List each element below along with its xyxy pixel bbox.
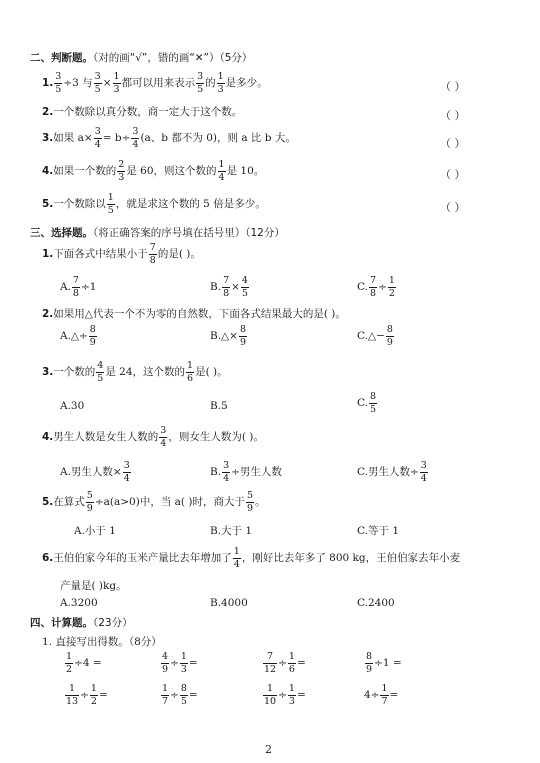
fraction-denominator: 9 xyxy=(386,336,393,348)
expression-text: 是 24，这个数的 xyxy=(105,366,186,378)
calc-item-6[interactable] xyxy=(160,684,198,706)
answer-blank-3[interactable]: （ ） xyxy=(440,137,466,150)
fraction-denominator: 9 xyxy=(366,663,373,675)
fraction xyxy=(94,127,102,149)
expression-text: ÷ xyxy=(170,689,179,701)
fraction xyxy=(72,276,80,298)
fraction-numerator: 7 xyxy=(370,275,377,286)
fraction xyxy=(246,491,254,513)
expression-text: 是多少。 xyxy=(225,77,268,89)
section-2-heading xyxy=(30,50,252,65)
fraction-denominator: 9 xyxy=(86,502,93,514)
section-2-title: 二、判断题。 xyxy=(30,52,93,64)
calc-item-1[interactable] xyxy=(64,652,102,674)
expression-text: × xyxy=(102,77,112,89)
fraction xyxy=(186,361,194,383)
fraction xyxy=(233,547,241,569)
fraction-denominator: 4 xyxy=(132,138,139,150)
judge-item-4: 4.如果一个数的 $\frac{2}{3}$ 是 60，则这个数的 $\frac{1}{4}$ 是 10。 xyxy=(42,159,265,183)
fraction-denominator: 2 xyxy=(66,663,73,675)
expression-text: ÷ xyxy=(170,657,179,669)
answer-blank-2[interactable]: （ ） xyxy=(440,109,466,122)
expression-text: C. xyxy=(357,281,368,293)
fraction-denominator: 5 xyxy=(97,372,104,384)
fraction-denominator: 8 xyxy=(72,287,79,299)
expression-text: A.△÷ xyxy=(60,330,88,342)
fraction-numerator: 3 xyxy=(197,71,204,82)
fraction-numerator: 3 xyxy=(123,460,130,471)
fraction-denominator: 8 xyxy=(149,254,156,266)
expression-text: 如果用△代表一个不为零的自然数，下面各式结果最大的是( )。 xyxy=(53,308,346,320)
fraction xyxy=(180,652,188,674)
choice-q5-option-b[interactable]: B.大于 1 xyxy=(210,525,253,537)
expression-text: ，刚好比去年多了 800 kg，王伯伯家去年小麦 xyxy=(241,552,461,564)
choice-q4-option-b[interactable] xyxy=(210,461,282,483)
fraction xyxy=(380,684,388,706)
choice-q3-stem: 3.一个数的 $\frac{4}{5}$ 是 24，这个数的 $\frac{1}{6}$ 是( )。 xyxy=(42,360,228,384)
fraction-denominator: 5 xyxy=(107,204,114,216)
fraction-numerator: 1 xyxy=(381,683,388,694)
fraction-numerator: 1 xyxy=(180,651,187,662)
fraction-denominator: 6 xyxy=(288,663,295,675)
fraction-denominator: 4 xyxy=(223,472,230,484)
fraction-denominator: 4 xyxy=(160,437,167,449)
expression-text: × xyxy=(231,281,240,293)
expression-text: 是 10。 xyxy=(226,165,265,177)
fraction xyxy=(149,243,157,265)
fraction-numerator: 3 xyxy=(132,126,139,137)
fraction-numerator: 8 xyxy=(239,324,246,335)
fraction xyxy=(388,276,396,298)
fraction xyxy=(420,461,428,483)
fraction xyxy=(96,361,104,383)
choice-q5-option-a[interactable]: A.小于 1 xyxy=(74,525,116,537)
fraction xyxy=(386,325,394,347)
fraction-denominator: 4 xyxy=(233,558,240,570)
fraction-numerator: 1 xyxy=(267,683,274,694)
calc-item-2[interactable] xyxy=(160,652,198,674)
expression-text: ÷4 = xyxy=(74,657,102,669)
expression-text: = b÷ xyxy=(102,132,131,144)
expression-text: ，则女生人数为( )。 xyxy=(168,431,264,443)
choice-q1-stem: 1.下面各式中结果小于 $\frac{7}{8}$ 的是( )。 xyxy=(42,242,201,266)
choice-q1-option-b[interactable] xyxy=(210,276,250,298)
fraction-numerator: 1 xyxy=(217,71,224,82)
choice-q2-stem: 2.如果用△代表一个不为零的自然数，下面各式结果最大的是( )。 xyxy=(42,308,346,320)
expression-text: B. xyxy=(210,281,222,293)
expression-text: B.5 xyxy=(210,400,228,412)
fraction-numerator: 1 xyxy=(233,546,240,557)
fraction-denominator: 9 xyxy=(89,336,96,348)
expression-text: (a、b 都不为 0)，则 a 比 b 大。 xyxy=(140,132,296,144)
fraction xyxy=(131,127,139,149)
fraction xyxy=(180,684,188,706)
expression-text: A.男生人数× xyxy=(60,466,122,478)
fraction-numerator: 8 xyxy=(89,324,96,335)
fraction-numerator: 3 xyxy=(420,460,427,471)
fraction-numerator: 4 xyxy=(241,275,248,286)
fraction xyxy=(241,276,249,298)
fraction xyxy=(263,684,277,706)
expression-text: ÷1 = xyxy=(374,657,402,669)
fraction xyxy=(159,426,167,448)
choice-q1-option-c[interactable] xyxy=(357,276,397,298)
fraction xyxy=(65,652,73,674)
judge-item-3: 3.如果 a× $\frac{3}{4}$ = b÷ $\frac{3}{4}$ (a、b 都不为 0)，则 a 比 b 大。 xyxy=(42,126,296,150)
fraction-numerator: 7 xyxy=(223,275,230,286)
fraction-numerator: 8 xyxy=(370,391,377,402)
fraction-denominator: 5 xyxy=(370,403,377,415)
expression-text: 的 xyxy=(205,77,216,89)
fraction xyxy=(365,652,373,674)
fraction-denominator: 5 xyxy=(55,83,62,95)
fraction-numerator: 3 xyxy=(55,71,62,82)
expression-text: = xyxy=(296,657,306,669)
section-3-heading xyxy=(30,225,285,240)
expression-text: = xyxy=(188,689,198,701)
fraction-denominator: 5 xyxy=(197,83,204,95)
expression-text: 男生人数是女生人数的 xyxy=(53,431,159,443)
fraction-numerator: 1 xyxy=(388,275,395,286)
section-3-title: 三、选择题。 xyxy=(30,227,93,239)
expression-text: ÷ xyxy=(80,689,89,701)
fraction-numerator: 1 xyxy=(113,71,120,82)
fraction-denominator: 2 xyxy=(90,695,97,707)
expression-text: C.△− xyxy=(357,330,385,342)
fraction-denominator: 6 xyxy=(187,372,194,384)
answer-blank-5[interactable]: （ ） xyxy=(440,201,466,214)
fraction-numerator: 1 xyxy=(66,651,73,662)
fraction-denominator: 9 xyxy=(246,502,254,514)
calc-item-7[interactable] xyxy=(262,684,306,706)
section-2-note: （对的画“√”，错的画“✕”）（5分） xyxy=(93,52,253,64)
choice-q6-stem-line2: 产量是( )kg。 xyxy=(60,580,127,592)
fraction-denominator: 2 xyxy=(388,287,395,299)
expression-text: C.男生人数÷ xyxy=(357,466,419,478)
fraction-numerator: 3 xyxy=(160,425,167,436)
fraction-denominator: 3 xyxy=(288,695,295,707)
expression-text: = xyxy=(98,689,108,701)
expression-text: ÷1 xyxy=(80,281,97,293)
choice-q1-option-a[interactable] xyxy=(60,276,96,298)
fraction-denominator: 5 xyxy=(94,83,101,95)
choice-q4-option-a[interactable] xyxy=(60,461,132,483)
fraction-denominator: 5 xyxy=(180,695,187,707)
fraction xyxy=(288,684,296,706)
fraction-numerator: 1 xyxy=(107,192,114,203)
choice-q2-option-c[interactable] xyxy=(357,325,395,347)
expression-text: ÷3 与 xyxy=(63,77,93,89)
fraction-denominator: 10 xyxy=(264,695,277,707)
fraction xyxy=(217,72,225,94)
expression-text: 一个数除以 xyxy=(53,198,106,210)
expression-text: A. xyxy=(60,281,71,293)
fraction-denominator: 4 xyxy=(420,472,427,484)
answer-blank-4[interactable]: （ ） xyxy=(440,168,466,181)
expression-text: 是 60，则这个数的 xyxy=(126,165,217,177)
fraction-numerator: 8 xyxy=(386,324,393,335)
fraction xyxy=(107,193,115,215)
fraction xyxy=(86,491,94,513)
expression-text: 的是( )。 xyxy=(157,248,201,260)
fraction-denominator: 3 xyxy=(217,83,224,95)
fraction-numerator: 2 xyxy=(118,159,125,170)
expression-text: 。 xyxy=(255,496,266,508)
expression-text: 一个数的 xyxy=(53,366,96,378)
expression-text: 如果 a× xyxy=(53,132,93,144)
fraction-numerator: 1 xyxy=(288,651,295,662)
fraction xyxy=(54,72,62,94)
fraction xyxy=(369,392,377,414)
expression-text: = xyxy=(188,657,198,669)
expression-text: ÷ xyxy=(278,689,287,701)
choice-q3-option-a[interactable] xyxy=(60,400,84,412)
choice-q6-option-a[interactable]: A.3200 xyxy=(60,597,98,609)
choice-q6-option-b[interactable]: B.4000 xyxy=(210,597,248,609)
fraction-denominator: 3 xyxy=(180,663,187,675)
fraction-numerator: 3 xyxy=(94,71,101,82)
fraction-numerator: 7 xyxy=(72,275,79,286)
expression-text: ÷a(a>0)中，当 a( )时，商大于 xyxy=(94,496,245,508)
choice-q2-option-a[interactable] xyxy=(60,325,98,347)
section-4-note: （23分） xyxy=(93,617,133,629)
fraction-numerator: 3 xyxy=(94,126,101,137)
fraction xyxy=(65,684,79,706)
fraction-denominator: 8 xyxy=(223,287,230,299)
choice-q5-stem: 5.在算式 $\frac{5}{9}$ ÷a(a>0)中，当 a( )时，商大于 $\frac{5}{9}$ 。 xyxy=(42,490,266,514)
fraction-numerator: 1 xyxy=(69,683,76,694)
choice-q4-option-c[interactable] xyxy=(357,461,429,483)
fraction-denominator: 3 xyxy=(113,83,120,95)
fraction-denominator: 5 xyxy=(241,287,248,299)
section-3-note: （将正确答案的序号填在括号里）（12分） xyxy=(93,227,285,239)
fraction xyxy=(123,461,131,483)
fraction-numerator: 1 xyxy=(187,360,194,371)
choice-q6-option-c[interactable]: C.2400 xyxy=(357,597,395,609)
fraction-denominator: 9 xyxy=(162,663,169,675)
expression-text: ，就是求这个数的 5 倍是多少。 xyxy=(115,198,266,210)
calc-item-4[interactable] xyxy=(364,652,402,674)
section-4-heading xyxy=(30,615,133,630)
fraction xyxy=(288,652,296,674)
calc-item-8[interactable] xyxy=(364,684,398,706)
fraction xyxy=(117,160,125,182)
fraction-numerator: 7 xyxy=(267,651,274,662)
expression-text: 如果一个数的 xyxy=(53,165,117,177)
judge-item-5: 5.一个数除以 $\frac{1}{5}$ ，就是求这个数的 5 倍是多少。 xyxy=(42,192,266,216)
fraction xyxy=(113,72,121,94)
expression-text: ÷男生人数 xyxy=(231,466,282,478)
fraction xyxy=(222,461,230,483)
fraction-numerator: 1 xyxy=(90,683,97,694)
choice-q4-stem: 4.男生人数是女生人数的 $\frac{3}{4}$ ，则女生人数为( )。 xyxy=(42,425,264,449)
fraction-denominator: 8 xyxy=(370,287,377,299)
expression-text: 王伯伯家今年的玉米产量比去年增加了 xyxy=(53,552,232,564)
fraction-denominator: 7 xyxy=(162,695,169,707)
expression-text: ÷ xyxy=(378,281,387,293)
expression-text: 一个数除以真分数，商一定大于这个数。 xyxy=(53,106,243,118)
page-number: 2 xyxy=(265,743,272,756)
fraction xyxy=(218,160,226,182)
fraction-numerator: 3 xyxy=(223,460,230,471)
expression-text: = xyxy=(389,689,399,701)
calc-item-3[interactable] xyxy=(262,652,306,674)
fraction-numerator: 1 xyxy=(162,683,169,694)
answer-blank-1[interactable]: （ ） xyxy=(440,80,466,93)
fraction xyxy=(239,325,247,347)
judge-item-2: 2.一个数除以真分数，商一定大于这个数。 xyxy=(42,106,243,118)
fraction xyxy=(161,684,169,706)
fraction-numerator: 7 xyxy=(149,242,156,253)
expression-text: 是( )。 xyxy=(195,366,228,378)
fraction xyxy=(196,72,204,94)
choice-q2-option-b[interactable] xyxy=(210,325,248,347)
choice-q6-stem: 6.王伯伯家今年的玉米产量比去年增加了 $\frac{1}{4}$ ，刚好比去年多了 800 kg，王伯伯家去年小麦 xyxy=(42,546,461,570)
expression-text: 4÷ xyxy=(364,689,380,701)
section-4-title: 四、计算题。 xyxy=(30,617,93,629)
fraction-numerator: 4 xyxy=(162,651,169,662)
fraction-denominator: 4 xyxy=(94,138,101,150)
fraction xyxy=(89,325,97,347)
fraction-numerator: 5 xyxy=(246,490,254,501)
judge-item-1: 1. $\frac{3}{5}$ ÷3 与 $\frac{3}{5}$ × $\frac{1}{3}$ 都可以用来表示 $\frac{3}{5}$ 的 $\frac{1}{3}$ 是多少。 xyxy=(42,71,268,95)
fraction-numerator: 4 xyxy=(97,360,104,371)
fraction-denominator: 13 xyxy=(66,695,79,707)
choice-q3-option-b[interactable] xyxy=(210,400,228,412)
choice-q3-option-c[interactable] xyxy=(357,392,378,414)
fraction-denominator: 12 xyxy=(264,663,277,675)
expression-text: 在算式 xyxy=(53,496,85,508)
expression-text: ÷ xyxy=(278,657,287,669)
fraction xyxy=(90,684,98,706)
fraction xyxy=(263,652,277,674)
fraction-denominator: 3 xyxy=(118,171,125,183)
expression-text: A.30 xyxy=(60,400,85,412)
expression-text: B.△× xyxy=(210,330,238,342)
fraction xyxy=(94,72,102,94)
expression-text: B. xyxy=(210,466,222,478)
fraction-denominator: 4 xyxy=(218,171,225,183)
fraction xyxy=(369,276,377,298)
expression-text: 都可以用来表示 xyxy=(121,77,196,89)
fraction-denominator: 7 xyxy=(381,695,388,707)
expression-text: 下面各式中结果小于 xyxy=(53,248,148,260)
calc-item-5[interactable] xyxy=(64,684,108,706)
choice-q5-option-c[interactable]: C.等于 1 xyxy=(357,525,400,537)
fraction xyxy=(161,652,169,674)
fraction-numerator: 8 xyxy=(366,651,373,662)
fraction-denominator: 9 xyxy=(239,336,246,348)
fraction-numerator: 1 xyxy=(218,159,225,170)
fraction-numerator: 8 xyxy=(180,683,187,694)
fraction xyxy=(222,276,230,298)
calc-subheading: 1. 直接写出得数。（8分） xyxy=(42,636,162,648)
fraction-numerator: 1 xyxy=(288,683,295,694)
expression-text: = xyxy=(296,689,306,701)
fraction-denominator: 4 xyxy=(123,472,130,484)
fraction-numerator: 5 xyxy=(86,490,93,501)
expression-text: C. xyxy=(357,397,368,409)
